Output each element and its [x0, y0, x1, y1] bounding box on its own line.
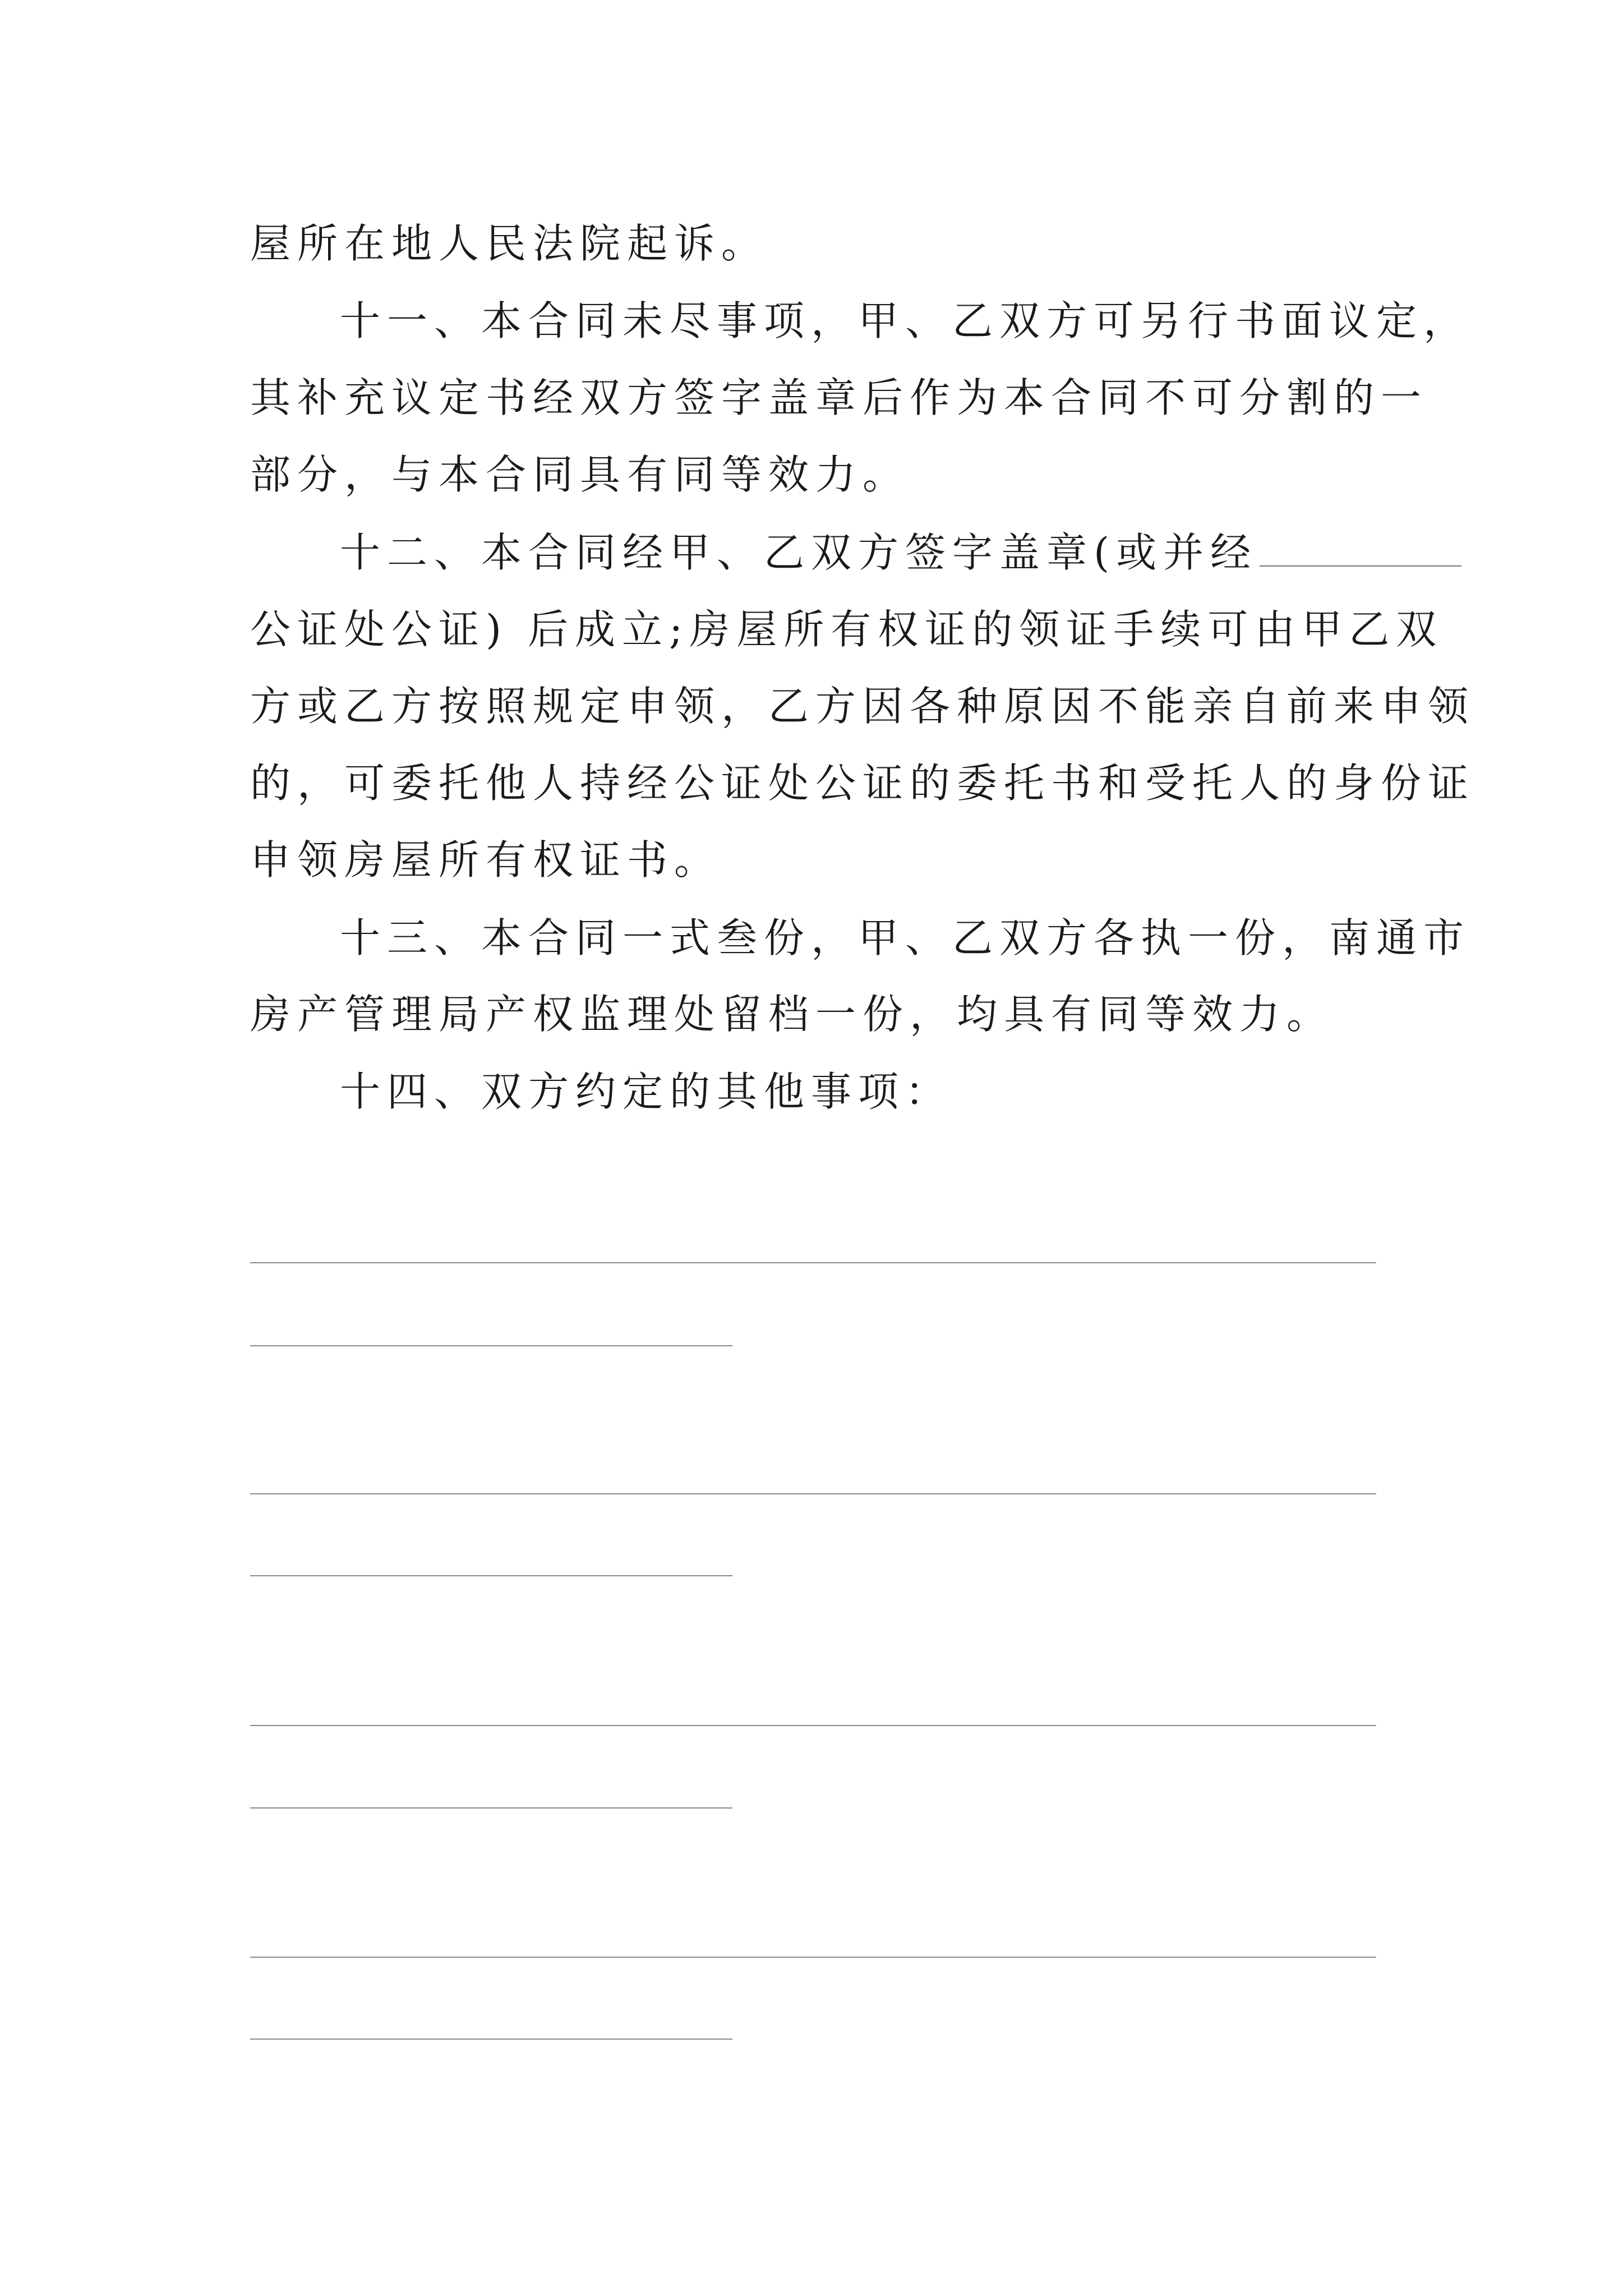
- clause-11-line-1: 十一、本合同未尽事项，甲、乙双方可另行书面议定，: [340, 297, 1471, 344]
- clause-12-line-4: 的，可委托他人持经公证处公证的委托书和受托人的身份证: [250, 760, 1476, 807]
- clause-11-line-3: 部分，与本合同具有同等效力。: [250, 451, 910, 498]
- clause-12-text: 十二、本合同经甲、乙双方签字盖章(或并经: [340, 529, 1258, 576]
- blank-line-4: [250, 1575, 732, 1576]
- clause-13-line-2: 房产管理局产权监理处留档一份，均具有同等效力。: [250, 991, 1334, 1038]
- clause-14-heading: 十四、双方约定的其他事项：: [340, 1068, 953, 1115]
- clause-13-line-1: 十三、本合同一式叁份，甲、乙双方各执一份，南通市: [340, 914, 1471, 961]
- text-line-1: 屋所在地人民法院起诉。: [250, 220, 769, 267]
- clause-12-line-5: 申领房屋所有权证书。: [250, 836, 722, 884]
- blank-line-6: [250, 1807, 732, 1809]
- clause-12-line-3: 方或乙方按照规定申领，乙方因各种原因不能亲自前来申领: [250, 683, 1476, 730]
- blank-line-8: [250, 2039, 732, 2040]
- blank-line-2: [250, 1345, 732, 1346]
- clause-11-line-2: 其补充议定书经双方签字盖章后作为本合同不可分割的一: [250, 374, 1428, 421]
- clause-12-line-1: [340, 529, 1461, 576]
- clause-12-line-2: 公证处公证) 后成立;房屋所有权证的领证手续可由甲乙双: [250, 606, 1444, 653]
- blank-line-1: [250, 1262, 1376, 1263]
- notary-blank-field: [1260, 532, 1461, 567]
- blank-line-3: [250, 1493, 1376, 1494]
- blank-line-7: [250, 1957, 1376, 1958]
- blank-line-5: [250, 1725, 1376, 1726]
